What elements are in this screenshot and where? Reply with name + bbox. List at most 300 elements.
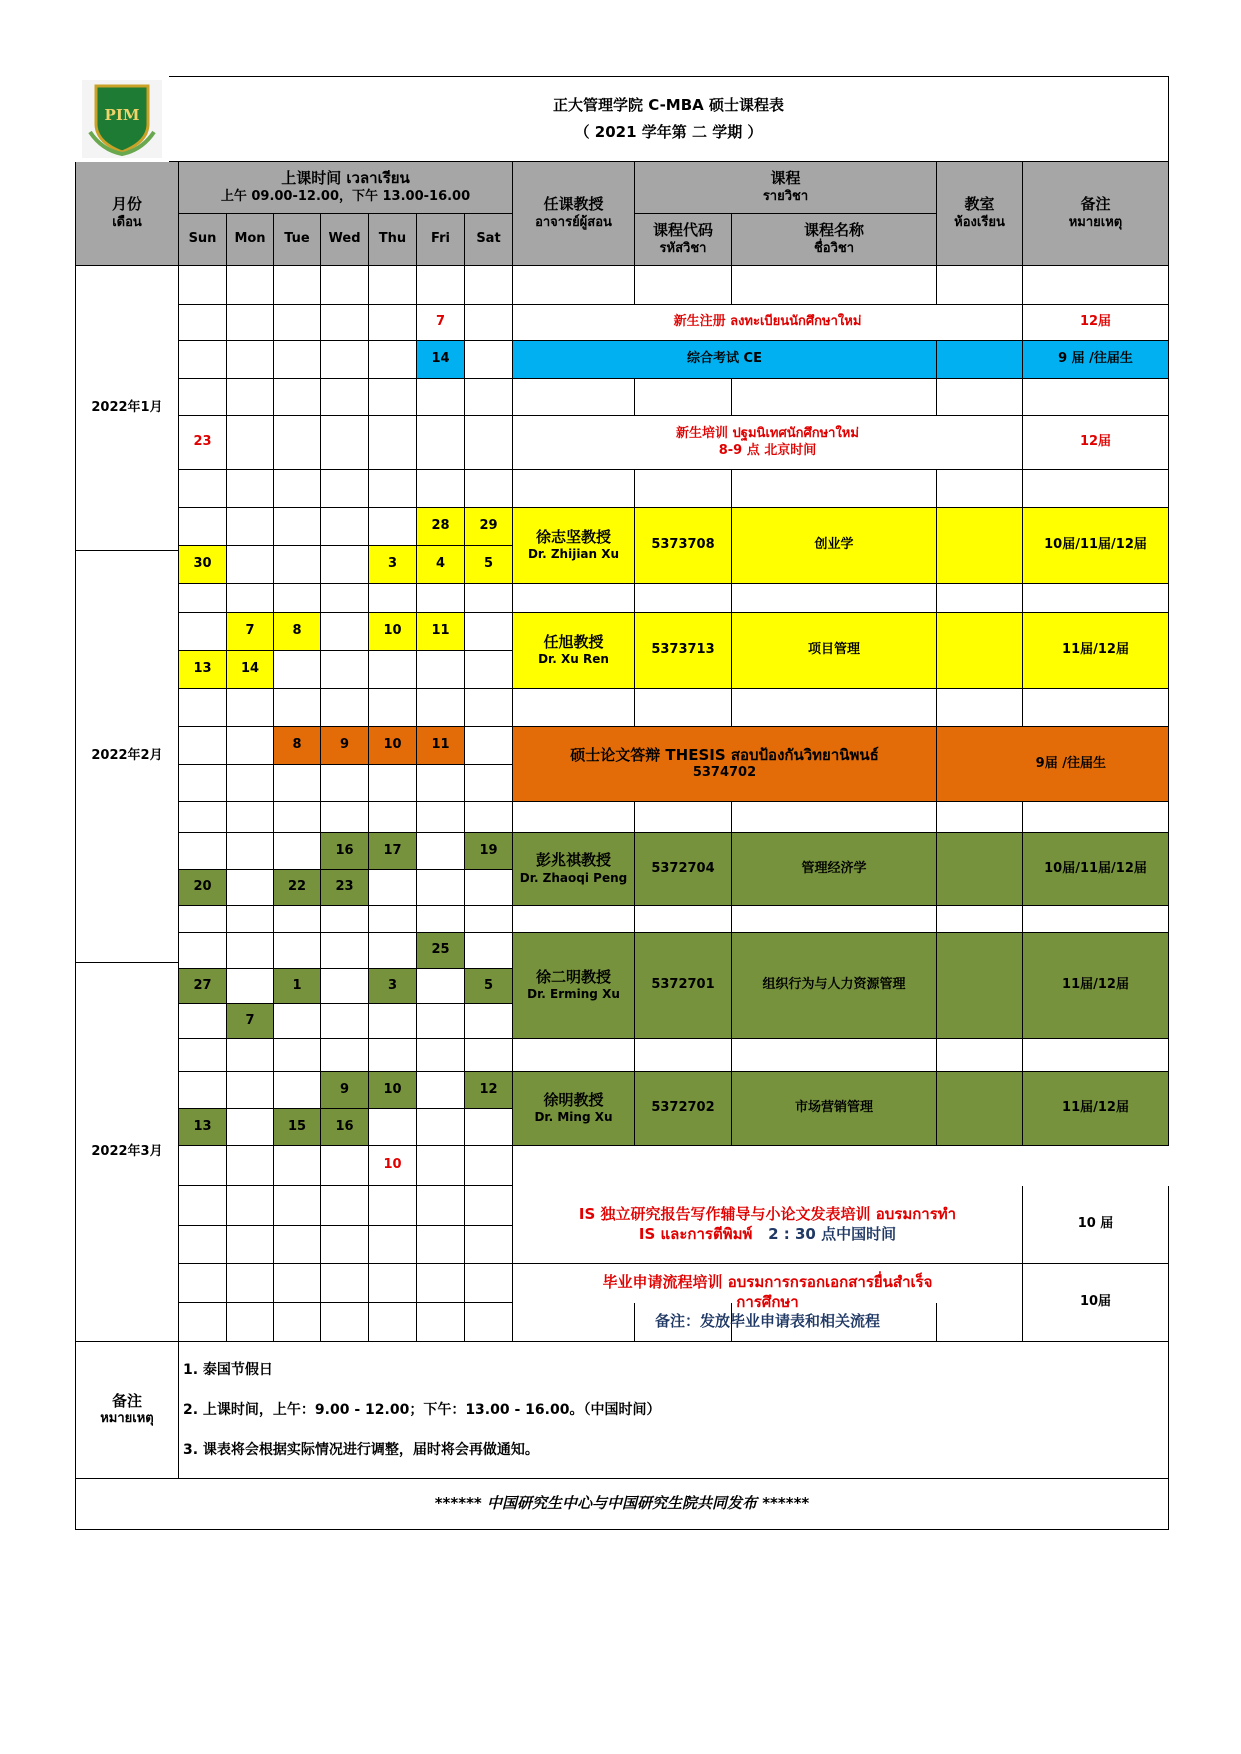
date-cell: 8 [274,727,321,765]
footer-note: ****** 中国研究生中心与中国研究生院共同发布 ****** [75,1479,1169,1530]
course-2-note: 11届/12届 [1023,613,1169,689]
empty-cell [635,906,732,933]
course-1-name: 创业学 [732,508,937,584]
course-4-teacher: 徐二明教授 Dr. Erming Xu [513,933,635,1039]
day-cell [465,341,513,379]
date-cell: 16 [321,1109,369,1146]
course-3-code: 5372704 [635,833,732,906]
svg-text:PIM: PIM [104,106,140,124]
day-cell [274,1039,321,1072]
day-cell [321,584,369,613]
day-cell [274,1264,321,1303]
course-4-room [937,933,1023,1039]
month-feb: 2022年2月 [75,551,179,963]
day-cell [227,546,274,584]
empty-cell [732,379,937,416]
day-cell [274,933,321,969]
day-cell [417,1303,465,1342]
day-cell [465,266,513,305]
day-cell [179,379,227,416]
day-cell [274,1303,321,1342]
empty-cell [937,584,1023,613]
course-4-code: 5372701 [635,933,732,1039]
date-cell: 11 [417,727,465,765]
empty-cell [513,470,635,508]
date-cell: 29 [465,508,513,546]
date-cell: 10 [369,1072,417,1109]
empty-cell [937,379,1023,416]
date-cell: 5 [465,969,513,1004]
course-2-teacher: 任旭教授 Dr. Xu Ren [513,613,635,689]
day-cell [465,1039,513,1072]
day-cell [321,341,369,379]
notes-label: 备注 หมายเหตุ [75,1342,179,1479]
header-day-sat: Sat [465,214,513,266]
graduation-event: 毕业申请流程培训 อบรมการกรอกเอกสารยื่นสำเร็จ การศึกษา 备注：发放毕业申请表和相关流程 [513,1264,1023,1342]
header-day-fri: Fri [417,214,465,266]
day-cell [227,727,274,765]
thesis-note: 9届 /往届生 [937,727,1169,802]
day-cell [179,1039,227,1072]
course-2-name: 项目管理 [732,613,937,689]
course-3-note: 10届/11届/12届 [1023,833,1169,906]
day-cell [321,933,369,969]
empty-cell [1023,379,1169,416]
day-cell [465,689,513,727]
empty-cell [1023,689,1169,727]
day-cell [465,1303,513,1342]
course-5-name: 市场营销管理 [732,1072,937,1146]
notes-list [179,1342,1169,1479]
day-cell [227,933,274,969]
logo-shield-icon [82,80,162,158]
course-1-code: 5373708 [635,508,732,584]
day-cell [179,727,227,765]
day-cell [179,266,227,305]
day-cell [179,341,227,379]
date-cell: 16 [321,833,369,870]
day-cell [465,305,513,341]
day-cell [227,508,274,546]
empty-cell [732,584,937,613]
day-cell [465,1004,513,1039]
day-cell [369,689,417,727]
day-cell [179,1303,227,1342]
course-1-room [937,508,1023,584]
day-cell [369,470,417,508]
day-cell [227,470,274,508]
day-cell [369,1226,417,1264]
day-cell [417,416,465,470]
day-cell [465,416,513,470]
day-cell [274,1072,321,1109]
day-cell [465,470,513,508]
day-cell [179,1186,227,1226]
day-cell [369,870,417,906]
course-5-code: 5372702 [635,1072,732,1146]
empty-cell [513,379,635,416]
date-cell: 3 [369,546,417,584]
day-cell [227,584,274,613]
empty-cell [635,379,732,416]
date-cell: 10 [369,727,417,765]
graduation-note: 10届 [1023,1264,1169,1342]
course-3-teacher: 彭兆祺教授 Dr. Zhaoqi Peng [513,833,635,906]
exam-event: 综合考试 CE [513,341,937,379]
day-cell [321,1004,369,1039]
day-cell [369,802,417,833]
date-cell: 23 [321,870,369,906]
day-cell [417,765,465,802]
header-time: 上课时间 เวลาเรียน 上午 09.00-12.00，下午 13.00-16.00 [179,162,513,214]
empty-cell [1023,470,1169,508]
course-5-teacher: 徐明教授 Dr. Ming Xu [513,1072,635,1146]
day-cell [465,906,513,933]
day-cell [369,266,417,305]
day-cell [465,613,513,651]
day-cell [369,416,417,470]
header-code: 课程代码 รหัสวิชา [635,214,732,266]
date-cell: 14 [227,651,274,689]
day-cell [227,379,274,416]
day-cell [321,765,369,802]
day-cell [274,470,321,508]
day-cell [179,1004,227,1039]
month-mar: 2022年3月 [75,963,179,1342]
date-cell: 14 [417,341,465,379]
day-cell [274,546,321,584]
day-cell [321,1186,369,1226]
empty-cell [635,802,732,833]
empty-cell [635,1039,732,1072]
day-cell [417,833,465,870]
date-cell: 9 [321,1072,369,1109]
day-cell [321,1039,369,1072]
day-cell [369,1264,417,1303]
date-cell: 28 [417,508,465,546]
day-cell [179,765,227,802]
date-cell: 7 [417,305,465,341]
day-cell [321,651,369,689]
day-cell [274,906,321,933]
date-cell: 15 [274,1109,321,1146]
course-3-room [937,833,1023,906]
day-cell [465,584,513,613]
day-cell [369,305,417,341]
day-cell [227,1109,274,1146]
day-cell [321,1303,369,1342]
header-course: 课程 รายวิชา [635,162,937,214]
day-cell [465,1186,513,1226]
empty-cell [937,906,1023,933]
day-cell [179,1072,227,1109]
day-cell [227,1226,274,1264]
day-cell [227,305,274,341]
day-cell [321,689,369,727]
course-1-teacher: 徐志坚教授 Dr. Zhijian Xu [513,508,635,584]
empty-cell [732,802,937,833]
schedule-table [75,76,1169,1530]
day-cell [321,802,369,833]
page-title: 正大管理学院 C-MBA 硕士课程表 [553,95,784,114]
date-cell: 10 [369,613,417,651]
day-cell [321,613,369,651]
empty-cell [635,470,732,508]
note-item: 2. 上课时间，上午：9.00 - 12.00；下午：13.00 - 16.00。（中国时间） [183,1401,661,1418]
day-cell [417,802,465,833]
day-cell [274,379,321,416]
day-cell [179,1146,227,1186]
day-cell [274,1146,321,1186]
day-cell [369,1186,417,1226]
header-room: 教室 ห้องเรียน [937,162,1023,266]
day-cell [465,765,513,802]
day-cell [274,802,321,833]
empty-cell [1023,266,1169,305]
day-cell [179,933,227,969]
day-cell [465,802,513,833]
day-cell [417,689,465,727]
day-cell [321,1146,369,1186]
day-cell [227,906,274,933]
day-cell [227,969,274,1004]
is-training-note: 10 届 [1023,1186,1169,1264]
empty-cell [937,802,1023,833]
day-cell [369,765,417,802]
day-cell [274,833,321,870]
day-cell [274,689,321,727]
empty-cell [937,1039,1023,1072]
day-cell [417,1109,465,1146]
date-cell: 7 [227,1004,274,1039]
empty-cell [513,584,635,613]
day-cell [369,341,417,379]
date-cell: 11 [417,613,465,651]
thesis-event: 硕士论文答辩 THESIS สอบป้องกันวิทยานิพนธ์ 5374702 [513,727,937,802]
day-cell [465,1226,513,1264]
day-cell [369,1303,417,1342]
day-cell [179,305,227,341]
header-day-thu: Thu [369,214,417,266]
date-cell: 12 [465,1072,513,1109]
empty-cell [1023,906,1169,933]
empty-cell [937,470,1023,508]
day-cell [417,1226,465,1264]
day-cell [465,651,513,689]
day-cell [179,833,227,870]
day-cell [465,933,513,969]
empty-cell [635,689,732,727]
page-subtitle: （ 2021 学年第 二 学期 ） [574,123,763,141]
date-cell: 7 [227,613,274,651]
exam-room [937,341,1023,379]
day-cell [179,689,227,727]
empty-cell [1023,584,1169,613]
header-remark: 备注 หมายเหตุ [1023,162,1169,266]
day-cell [321,508,369,546]
day-cell [227,765,274,802]
date-cell: 25 [417,933,465,969]
date-cell: 20 [179,870,227,906]
day-cell [465,1109,513,1146]
day-cell [321,416,369,470]
day-cell [179,1226,227,1264]
day-cell [274,416,321,470]
day-cell [179,584,227,613]
day-cell [321,266,369,305]
day-cell [465,379,513,416]
header-teacher: 任课教授 อาจารย์ผู้สอน [513,162,635,266]
day-cell [321,1226,369,1264]
day-cell [321,470,369,508]
day-cell [227,341,274,379]
day-cell [465,1264,513,1303]
day-cell [369,584,417,613]
registration-event: 新生注册 ลงทะเบียนนักศึกษาใหม่ [513,305,1023,341]
day-cell [227,1146,274,1186]
day-cell [417,379,465,416]
date-cell: 30 [179,546,227,584]
date-cell: 13 [179,1109,227,1146]
empty-cell [732,689,937,727]
header-name: 课程名称 ชื่อวิชา [732,214,937,266]
day-cell [417,584,465,613]
header-day-tue: Tue [274,214,321,266]
date-cell: 19 [465,833,513,870]
course-4-name: 组织行为与人力资源管理 [732,933,937,1039]
date-cell: 3 [369,969,417,1004]
day-cell [417,651,465,689]
empty-cell [635,584,732,613]
day-cell [227,689,274,727]
date-cell: 5 [465,546,513,584]
day-cell [417,906,465,933]
course-2-code: 5373713 [635,613,732,689]
day-cell [321,969,369,1004]
empty-cell [513,906,635,933]
day-cell [274,266,321,305]
day-cell [179,613,227,651]
title-block [169,76,1169,162]
day-cell [369,1004,417,1039]
header-month: 月份 เดือน [75,162,179,266]
empty-cell [937,266,1023,305]
day-cell [227,802,274,833]
header-day-mon: Mon [227,214,274,266]
date-cell: 4 [417,546,465,584]
date-cell: 23 [179,416,227,470]
registration-note: 12届 [1023,305,1169,341]
empty-cell [513,689,635,727]
day-cell [179,1264,227,1303]
day-cell [227,1039,274,1072]
day-cell [179,508,227,546]
empty-cell [635,266,732,305]
day-cell [369,906,417,933]
day-cell [417,1146,465,1186]
empty-cell [513,802,635,833]
day-cell [417,1186,465,1226]
empty-cell [732,470,937,508]
day-cell [227,833,274,870]
day-cell [417,969,465,1004]
day-cell [465,1146,513,1186]
is-training-event: IS 独立研究报告写作辅导与小论文发表培训 อบรมการทำ IS และการตีพิมพ์ 2 : 30 点中国时间 [513,1186,1023,1264]
empty-cell [513,1039,635,1072]
day-cell [321,1264,369,1303]
empty-cell [513,266,635,305]
note-item: 3. 课表将会根据实际情况进行调整，届时将会再做通知。 [183,1441,539,1458]
day-cell [321,546,369,584]
empty-cell [1023,802,1169,833]
day-cell [369,651,417,689]
day-cell [274,341,321,379]
day-cell [321,305,369,341]
day-cell [417,470,465,508]
note-item: 1. 泰国节假日 [183,1361,273,1378]
day-cell [274,508,321,546]
date-cell: 27 [179,969,227,1004]
day-cell [369,933,417,969]
day-cell [369,379,417,416]
day-cell [227,870,274,906]
empty-cell [732,1039,937,1072]
day-cell [274,305,321,341]
day-cell [321,379,369,416]
date-cell: 22 [274,870,321,906]
exam-note: 9 届 /往届生 [1023,341,1169,379]
empty-cell [732,906,937,933]
empty-cell [732,266,937,305]
day-cell [179,470,227,508]
day-cell [465,727,513,765]
day-cell [227,266,274,305]
orientation-note: 12届 [1023,416,1169,470]
header-day-wed: Wed [321,214,369,266]
day-cell [274,1004,321,1039]
day-cell [417,870,465,906]
month-jan: 2022年1月 [75,266,179,551]
day-cell [369,1109,417,1146]
empty-cell [1023,1039,1169,1072]
day-cell [227,1264,274,1303]
course-5-room [937,1072,1023,1146]
day-cell [179,802,227,833]
course-3-name: 管理经济学 [732,833,937,906]
date-cell: 10 [369,1146,417,1186]
day-cell [369,508,417,546]
day-cell [274,1226,321,1264]
day-cell [179,906,227,933]
course-1-note: 10届/11届/12届 [1023,508,1169,584]
course-5-note: 11届/12届 [1023,1072,1169,1146]
day-cell [369,1039,417,1072]
day-cell [321,906,369,933]
day-cell [417,1264,465,1303]
day-cell [274,584,321,613]
day-cell [227,1186,274,1226]
orientation-event: 新生培训 ปฐมนิเทศนักศึกษาใหม่ 8-9 点 北京时间 [513,416,1023,470]
date-cell: 8 [274,613,321,651]
day-cell [274,651,321,689]
day-cell [274,1186,321,1226]
day-cell [417,266,465,305]
date-cell: 1 [274,969,321,1004]
day-cell [274,765,321,802]
date-cell: 13 [179,651,227,689]
course-4-note: 11届/12届 [1023,933,1169,1039]
header-day-sun: Sun [179,214,227,266]
